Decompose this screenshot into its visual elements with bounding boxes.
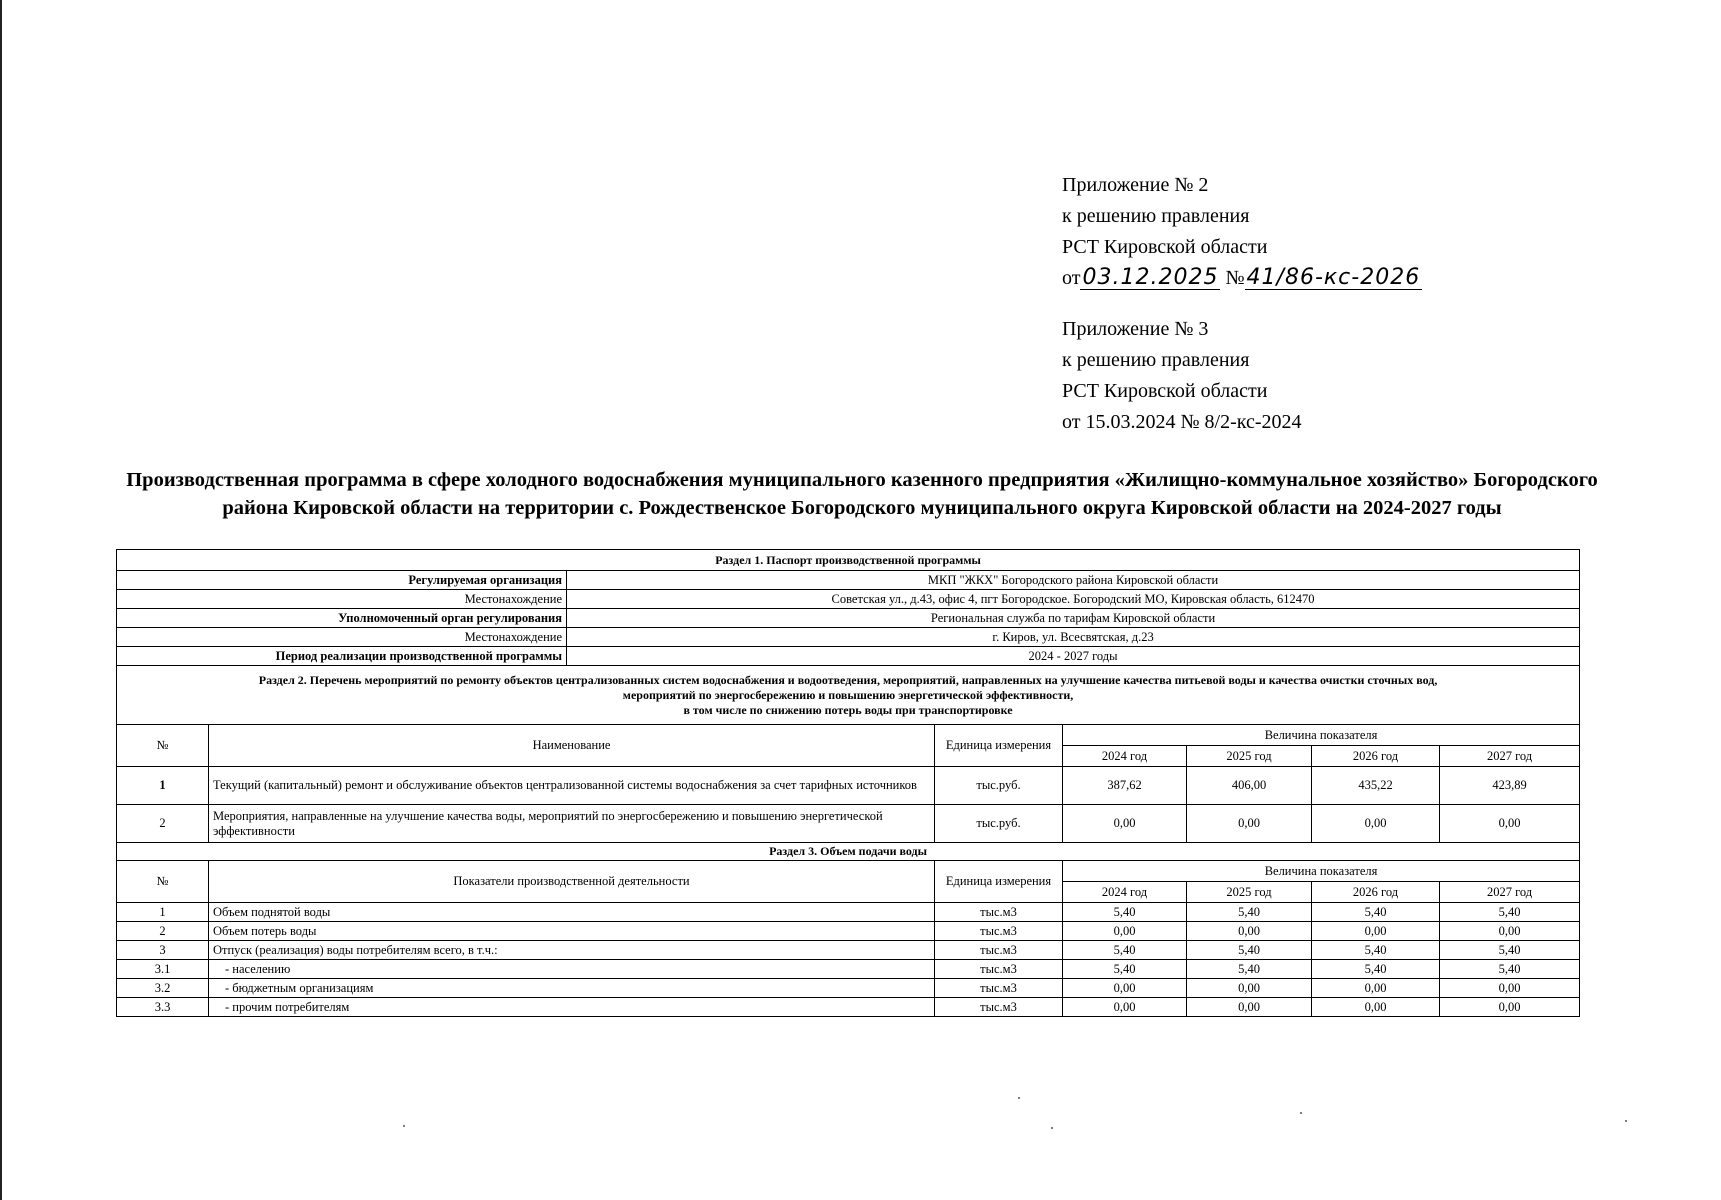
passport-value: Региональная служба по тарифам Кировской области (567, 609, 1580, 628)
passport-value: г. Киров, ул. Всесвятская, д.23 (567, 628, 1580, 647)
row-value: 0,00 (1187, 922, 1312, 941)
appendix-2-date-line (1062, 263, 1422, 294)
row-number: 2 (117, 805, 209, 843)
appendix-2-block (1062, 170, 1422, 294)
row-unit: тыс.м3 (935, 960, 1063, 979)
section-2-heading-line: мероприятий по энергосбережению и повышению энергетической эффективности, (622, 687, 1074, 702)
row-name: - бюджетным организациям (209, 979, 935, 998)
row-number: 3 (117, 941, 209, 960)
row-number: 3.3 (117, 998, 209, 1017)
row-number: 3.1 (117, 960, 209, 979)
year-header: 2024 год (1063, 882, 1187, 903)
passport-label: Период реализации производственной программы (117, 647, 567, 666)
row-value: 0,00 (1063, 922, 1187, 941)
table-row (117, 903, 1580, 922)
row-value: 5,40 (1312, 903, 1440, 922)
appendix-2-line2: к решению правления (1062, 205, 1250, 227)
passport-value: 2024 - 2027 годы (567, 647, 1580, 666)
section-2-heading-line: Раздел 2. Перечень мероприятий по ремонту объектов централизованных систем водоснабжения и водоотведения, мероприятий, направленных на улучшение качества питьевой воды и качества очистки сточных вод, (258, 672, 1438, 687)
row-value: 435,22 (1312, 767, 1440, 805)
table-row (117, 960, 1580, 979)
row-value: 423,89 (1440, 767, 1580, 805)
row-unit: тыс.руб. (935, 767, 1063, 805)
row-unit: тыс.руб. (935, 805, 1063, 843)
table-row (117, 922, 1580, 941)
appendix-3-line4: от 15.03.2024 № 8/2-кс-2024 (1062, 411, 1302, 433)
document-title: Производственная программа в сфере холодного водоснабжения муниципального казенного предприятия «Жилищно-коммунальное хозяйство» Богородского района Кировской области на территории с. Рождественское Богородского муниципального округа Кировской области на 2024-2027 годы (126, 469, 1598, 519)
row-name: Объем поднятой воды (209, 903, 935, 922)
passport-row (117, 647, 1580, 666)
appendix-2-from: от (1062, 267, 1081, 289)
column-header-number: № (117, 861, 209, 903)
section-2-heading-line: в том числе по снижению потерь воды при транспортировке (683, 702, 1013, 717)
passport-row (117, 590, 1580, 609)
row-value: 5,40 (1440, 960, 1580, 979)
row-unit: тыс.м3 (935, 998, 1063, 1017)
row-value: 0,00 (1440, 805, 1580, 843)
row-value: 0,00 (1312, 998, 1440, 1017)
section-1-heading-row (117, 550, 1580, 571)
scan-speck (1625, 1120, 1627, 1122)
row-number: 2 (117, 922, 209, 941)
row-value: 0,00 (1440, 922, 1580, 941)
table-row (117, 941, 1580, 960)
row-unit: тыс.м3 (935, 941, 1063, 960)
row-value: 5,40 (1063, 960, 1187, 979)
appendix-3-title: Приложение № 3 (1062, 318, 1209, 340)
row-value: 406,00 (1187, 767, 1312, 805)
row-value: 0,00 (1187, 998, 1312, 1017)
row-value: 5,40 (1063, 903, 1187, 922)
passport-label: Регулируемая организация (117, 571, 567, 590)
column-header-value: Величина показателя (1063, 725, 1580, 746)
row-value: 0,00 (1440, 979, 1580, 998)
appendix-2-title: Приложение № 2 (1062, 174, 1209, 196)
handwritten-number: 41/86-кс-2026 (1246, 265, 1421, 290)
row-value: 5,40 (1440, 941, 1580, 960)
year-header: 2025 год (1187, 746, 1312, 767)
year-header: 2026 год (1312, 882, 1440, 903)
row-value: 5,40 (1187, 960, 1312, 979)
row-value: 5,40 (1312, 960, 1440, 979)
row-value: 0,00 (1187, 979, 1312, 998)
year-header: 2027 год (1440, 746, 1580, 767)
row-value: 0,00 (1312, 922, 1440, 941)
table-row (117, 979, 1580, 998)
column-header-number: № (117, 725, 209, 767)
section-1-heading: Раздел 1. Паспорт производственной программы (117, 550, 1580, 571)
passport-row (117, 609, 1580, 628)
row-value: 5,40 (1063, 941, 1187, 960)
row-unit: тыс.м3 (935, 903, 1063, 922)
row-value: 0,00 (1312, 979, 1440, 998)
appendix-3-line2: к решению правления (1062, 349, 1250, 371)
appendix-2-line3: РСТ Кировской области (1062, 236, 1268, 258)
section-3-header-row (117, 861, 1580, 882)
passport-row (117, 571, 1580, 590)
column-header-value: Величина показателя (1063, 861, 1580, 882)
row-name: Отпуск (реализация) воды потребителям всего, в т.ч.: (209, 941, 935, 960)
section-3-heading: Раздел 3. Объем подачи воды (117, 843, 1580, 861)
section-3-heading-row (117, 843, 1580, 861)
scan-speck (1018, 1097, 1020, 1099)
scan-speck (403, 1125, 405, 1127)
row-name: Объем потерь воды (209, 922, 935, 941)
row-name: Текущий (капитальный) ремонт и обслуживание объектов централизованной системы водоснабжения за счет тарифных источников (209, 767, 935, 805)
row-name: - населению (209, 960, 935, 979)
row-value: 0,00 (1063, 979, 1187, 998)
program-table (116, 549, 1580, 1017)
row-number: 3.2 (117, 979, 209, 998)
appendix-3-line3: РСТ Кировской области (1062, 380, 1268, 402)
handwritten-date: 03.12.2025 (1082, 265, 1219, 290)
table-row (117, 805, 1580, 843)
row-value: 0,00 (1063, 998, 1187, 1017)
year-header: 2026 год (1312, 746, 1440, 767)
column-header-unit: Единица измерения (935, 725, 1063, 767)
scan-speck (1051, 1127, 1053, 1129)
passport-value: Советская ул., д.43, офис 4, пгт Богородское. Богородский МО, Кировская область, 612470 (567, 590, 1580, 609)
scan-speck (1300, 1112, 1302, 1114)
row-value: 0,00 (1312, 805, 1440, 843)
passport-row (117, 628, 1580, 647)
year-header: 2025 год (1187, 882, 1312, 903)
row-unit: тыс.м3 (935, 922, 1063, 941)
row-unit: тыс.м3 (935, 979, 1063, 998)
passport-label: Местонахождение (117, 628, 567, 647)
row-number: 1 (117, 903, 209, 922)
row-value: 0,00 (1440, 998, 1580, 1017)
section-2-heading (117, 666, 1580, 725)
column-header-name: Наименование (209, 725, 935, 767)
column-header-unit: Единица измерения (935, 861, 1063, 903)
row-value: 5,40 (1187, 941, 1312, 960)
section-2-header-row (117, 725, 1580, 746)
row-value: 0,00 (1187, 805, 1312, 843)
year-header: 2027 год (1440, 882, 1580, 903)
row-value: 0,00 (1063, 805, 1187, 843)
passport-label: Местонахождение (117, 590, 567, 609)
passport-value: МКП "ЖКХ" Богородского района Кировской области (567, 571, 1580, 590)
scan-edge (0, 0, 2, 1200)
row-value: 5,40 (1187, 903, 1312, 922)
table-row (117, 998, 1580, 1017)
row-value: 5,40 (1312, 941, 1440, 960)
column-header-name: Показатели производственной деятельности (209, 861, 935, 903)
section-2-heading-row (117, 666, 1580, 725)
appendix-3-block (1062, 314, 1302, 438)
row-value: 5,40 (1440, 903, 1580, 922)
row-name: Мероприятия, направленные на улучшение качества воды, мероприятий по энергосбережению и повышению энергетической эффективности (209, 805, 935, 843)
row-name: - прочим потребителям (209, 998, 935, 1017)
year-header: 2024 год (1063, 746, 1187, 767)
passport-label: Уполномоченный орган регулирования (117, 609, 567, 628)
row-number: 1 (117, 767, 209, 805)
table-row (117, 767, 1580, 805)
appendix-2-number-sign: № (1225, 267, 1245, 289)
row-value: 387,62 (1063, 767, 1187, 805)
